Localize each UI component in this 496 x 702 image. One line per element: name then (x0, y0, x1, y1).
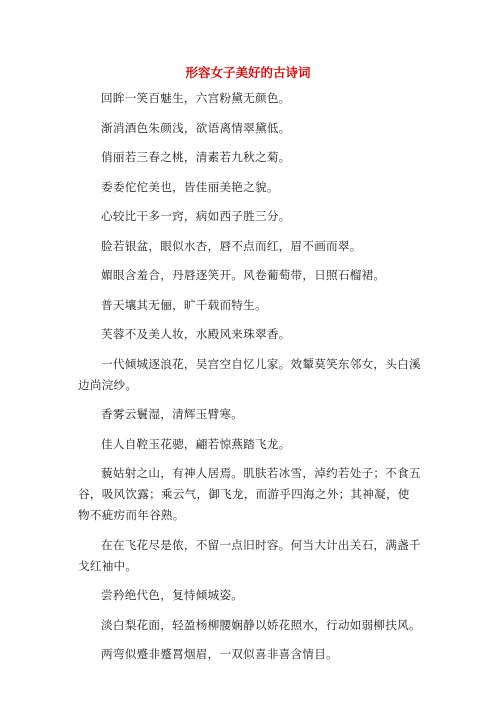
paragraph: 渐消酒色朱颜浅，欲语离情翠黛低。 (101, 120, 291, 135)
paragraph: 两弯似蹙非蹙罥烟眉，一双似喜非喜含情目。 (101, 647, 338, 661)
paragraph: 俏丽若三春之桃，清素若九秋之菊。 (101, 150, 291, 164)
paragraph: 媚眼含羞合，丹唇逐笑开。风卷葡萄带，日照石榴裙。 (101, 268, 386, 282)
paragraph: 芙蓉不及美人妆，水殿风来珠翠香。 (101, 327, 291, 341)
paragraph: 佳人自鞚玉花骢，翩若惊燕踏飞龙。 (101, 436, 291, 451)
paragraph: 尝矜绝代色，复恃倾城姿。 (101, 588, 244, 602)
document-title: 形容女子美好的古诗词 (185, 65, 311, 80)
paragraph: 淡白梨花面，轻盈杨柳腰娴静以娇花照水，行动如弱柳扶风。 (101, 617, 421, 632)
paragraph: 委委佗佗美也，皆佳丽美艳之貌。 (101, 179, 279, 194)
paragraph: 回眸一笑百魅生，六宫粉黛无颜色。 (101, 91, 291, 105)
paragraph: 藐姑射之山，有神人居焉。肌肤若冰雪，淖约若处子；不食五谷，吸风饮露；乘云气，御飞龙，而游乎四海之外；其神凝，使物不疵疠而年谷熟。 (78, 466, 421, 522)
paragraph: 香雾云鬟湿，清辉玉臂寒。 (101, 407, 244, 421)
paragraph: 普天壤其无俪，旷千载而特生。 (101, 297, 267, 312)
paragraph: 在在飞花尽是侬，不留一点旧时容。何当大计出关石，满盏千戈红袖中。 (78, 537, 421, 573)
document-body (78, 88, 421, 674)
paragraph: 脸若银盆，眼似水杏，唇不点而红，眉不画而翠。 (101, 238, 362, 253)
paragraph: 一代倾城逐浪花，吴宫空自忆儿家。效颦莫笑东邻女，头白溪边尚浣纱。 (78, 356, 421, 392)
paragraph: 心较比干多一窍，病如西子胜三分。 (101, 209, 291, 223)
